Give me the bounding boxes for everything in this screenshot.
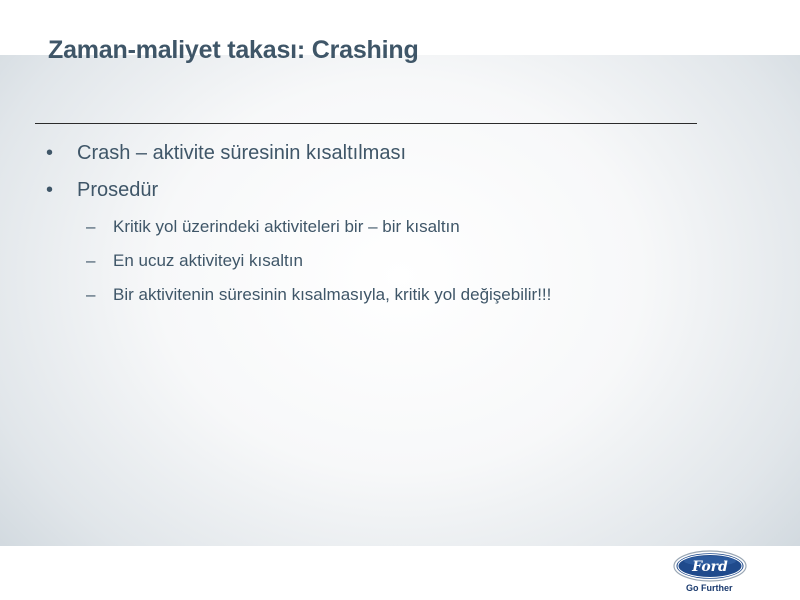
sub-bullet-item (86, 285, 551, 305)
bullet-text: Crash – aktivite süresinin kısaltılması (77, 142, 407, 164)
bullet-item (46, 179, 158, 202)
sub-bullet-marker: – (86, 251, 96, 270)
sub-bullet-text: Bir aktivitenin süresinin kısalmasıyla, kritik yol değişebilir!!! (113, 285, 552, 304)
slide-title: Zaman-maliyet takası: Crashing (48, 36, 419, 64)
sub-bullet-marker: – (86, 217, 96, 236)
sub-bullet-text: Kritik yol üzerindeki aktiviteleri bir – bir kısaltın (113, 217, 460, 236)
sub-bullet-item (86, 251, 303, 271)
ford-oval-icon (672, 549, 748, 585)
bullet-text: Prosedür (77, 179, 159, 201)
sub-bullet-marker: – (86, 285, 96, 304)
brand-tagline: Go Further (686, 583, 733, 593)
bullet-marker: • (46, 142, 54, 164)
sub-bullet-item (86, 217, 460, 237)
bullet-marker: • (46, 179, 54, 201)
bullet-item (46, 142, 406, 165)
sub-bullet-text: En ucuz aktiviteyi kısaltın (113, 251, 303, 270)
ford-logo-wordmark: Ford (692, 559, 728, 575)
